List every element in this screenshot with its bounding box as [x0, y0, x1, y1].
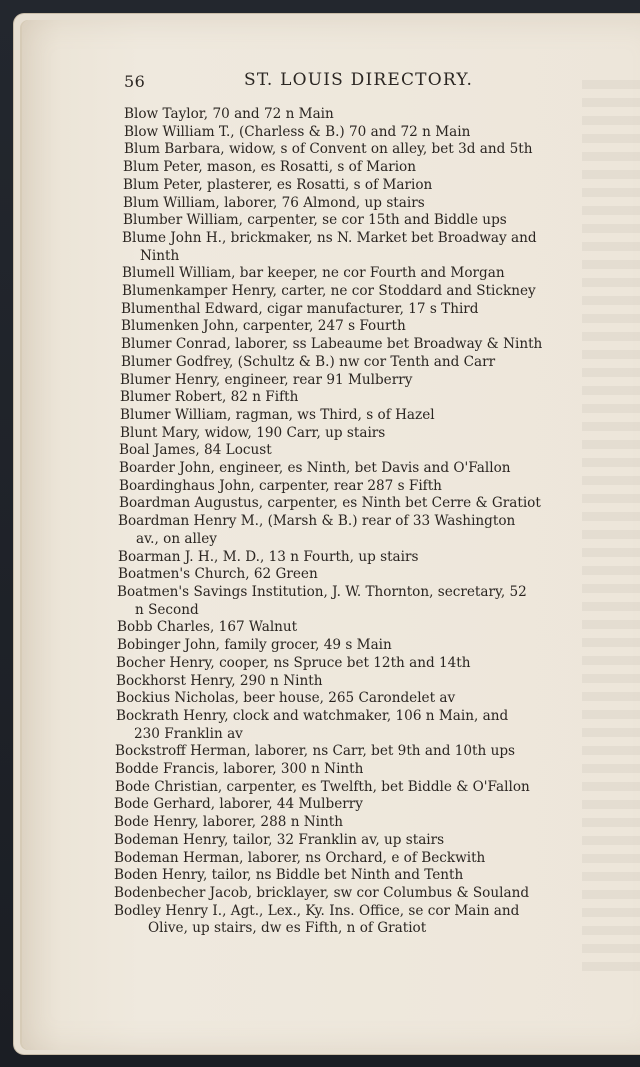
directory-entries: [114, 106, 584, 938]
directory-entry: [114, 885, 584, 903]
entry-text: Blume John H., brickmaker, ns N. Market bet Broadway and: [122, 229, 537, 246]
directory-entry: [114, 549, 584, 567]
directory-entry: [114, 796, 584, 814]
directory-entry: [114, 637, 584, 655]
directory-entry: [114, 690, 584, 708]
entry-text: Boarman J. H., M. D., 13 n Fourth, up stairs: [118, 548, 419, 565]
running-title: ST. LOUIS DIRECTORY.: [244, 70, 474, 90]
directory-entry: [114, 336, 584, 354]
directory-entry: [114, 743, 584, 761]
entry-text: Boarder John, engineer, es Ninth, bet Davis and O'Fallon: [119, 460, 511, 477]
entry-text: Bodeman Herman, laborer, ns Orchard, e of Beckwith: [114, 849, 486, 866]
directory-entry: [114, 495, 584, 513]
entry-text: Bode Henry, laborer, 288 n Ninth: [114, 814, 343, 831]
entry-text: Blumer William, ragman, ws Third, s of Hazel: [120, 406, 435, 423]
page-header: [124, 70, 564, 96]
directory-entry: [114, 265, 584, 283]
directory-entry: [114, 177, 584, 195]
entry-text: Bode Gerhard, laborer, 44 Mulberry: [114, 796, 363, 813]
entry-continuation: Olive, up stairs, dw es Fifth, n of Gratiot: [148, 920, 427, 937]
directory-entry: [114, 407, 584, 425]
directory-entry: [114, 442, 584, 460]
directory-entry: [114, 283, 584, 301]
directory-entry: [114, 867, 584, 885]
directory-entry: [114, 566, 584, 584]
directory-entry: [114, 673, 584, 691]
entry-text: Blum Peter, plasterer, es Rosatti, s of Marion: [123, 176, 433, 193]
entry-text: Blum Peter, mason, es Rosatti, s of Marion: [123, 159, 416, 176]
directory-entry: [114, 124, 584, 142]
entry-text: Blunt Mary, widow, 190 Carr, up stairs: [120, 424, 386, 441]
entry-text: Blumer Henry, engineer, rear 91 Mulberry: [120, 371, 413, 388]
page-number: 56: [124, 72, 146, 91]
entry-text: Blumenkamper Henry, carter, ne cor Stoddard and Stickney: [122, 283, 536, 300]
directory-entry: [114, 141, 584, 159]
entry-text: Bodeman Henry, tailor, 32 Franklin av, up stairs: [114, 831, 445, 848]
entry-text: Boardman Henry M., (Marsh & B.) rear of 33 Washington: [118, 513, 516, 530]
entry-text: Blumer Godfrey, (Schultz & B.) nw cor Tenth and Carr: [121, 353, 496, 370]
entry-continuation: Ninth: [140, 247, 180, 264]
entry-text: Blow William T., (Charless & B.) 70 and 72 n Main: [124, 123, 471, 140]
directory-entry: [114, 106, 584, 124]
entry-text: Blum William, laborer, 76 Almond, up stairs: [123, 194, 425, 211]
directory-entry: [114, 655, 584, 673]
directory-entry: [114, 212, 584, 230]
directory-entry: [114, 814, 584, 832]
directory-entry: [114, 301, 584, 319]
entry-text: Bockstroff Herman, laborer, ns Carr, bet 9th and 10th ups: [115, 743, 516, 760]
directory-entry: [114, 195, 584, 213]
entry-text: Bobinger John, family grocer, 49 s Main: [117, 637, 392, 654]
entry-text: Boatmen's Church, 62 Green: [118, 566, 318, 583]
entry-text: Boardman Augustus, carpenter, es Ninth bet Cerre & Gratiot: [119, 495, 541, 512]
bleed-through-texture: [582, 80, 640, 980]
directory-entry: [114, 619, 584, 637]
entry-text: Boden Henry, tailor, ns Biddle bet Ninth and Tenth: [114, 867, 464, 884]
entry-text: Blumenken John, carpenter, 247 s Fourth: [121, 318, 406, 335]
directory-entry: [114, 478, 584, 496]
directory-entry: [114, 708, 584, 743]
entry-text: Blumer Robert, 82 n Fifth: [120, 389, 299, 406]
entry-text: Boatmen's Savings Institution, J. W. Thornton, secretary, 52: [117, 583, 527, 600]
entry-continuation: n Second: [135, 601, 199, 618]
entry-text: Bobb Charles, 167 Walnut: [117, 619, 298, 636]
entry-text: Bodenbecher Jacob, bricklayer, sw cor Columbus & Souland: [114, 884, 530, 901]
directory-entry: [114, 832, 584, 850]
directory-entry: [114, 850, 584, 868]
entry-text: Blumber William, carpenter, se cor 15th and Biddle ups: [123, 212, 507, 229]
directory-entry: [114, 779, 584, 797]
entry-text: Boal James, 84 Locust: [119, 442, 272, 459]
entry-text: Boardinghaus John, carpenter, rear 287 s Fifth: [119, 477, 442, 494]
directory-entry: [114, 903, 584, 938]
entry-text: Blumer Conrad, laborer, ss Labeaume bet Broadway & Ninth: [121, 336, 543, 353]
entry-text: Blumenthal Edward, cigar manufacturer, 17 s Third: [121, 300, 479, 317]
directory-entry: [114, 354, 584, 372]
directory-entry: [114, 318, 584, 336]
entry-text: Bode Christian, carpenter, es Twelfth, bet Biddle & O'Fallon: [115, 778, 530, 795]
directory-entry: [114, 425, 584, 443]
entry-text: Bockhorst Henry, 290 n Ninth: [116, 672, 323, 689]
directory-entry: [114, 159, 584, 177]
directory-entry: [114, 460, 584, 478]
directory-entry: [114, 761, 584, 779]
directory-entry: [114, 372, 584, 390]
entry-text: Blumell William, bar keeper, ne cor Fourth and Morgan: [122, 265, 505, 282]
entry-text: Blow Taylor, 70 and 72 n Main: [124, 106, 334, 122]
directory-entry: [114, 513, 584, 548]
entry-text: Blum Barbara, widow, s of Convent on alley, bet 3d and 5th: [124, 141, 533, 158]
entry-continuation: 230 Franklin av: [134, 725, 243, 742]
directory-entry: [114, 584, 584, 619]
entry-text: Bodley Henry I., Agt., Lex., Ky. Ins. Office, se cor Main and: [114, 902, 520, 919]
directory-entry: [114, 389, 584, 407]
directory-entry: [114, 230, 584, 265]
entry-text: Bockius Nicholas, beer house, 265 Carondelet av: [116, 690, 456, 707]
entry-continuation: av., on alley: [136, 530, 217, 547]
entry-text: Bodde Francis, laborer, 300 n Ninth: [115, 761, 364, 778]
entry-text: Bocher Henry, cooper, ns Spruce bet 12th and 14th: [116, 654, 471, 671]
entry-text: Bockrath Henry, clock and watchmaker, 106 n Main, and: [116, 707, 509, 724]
